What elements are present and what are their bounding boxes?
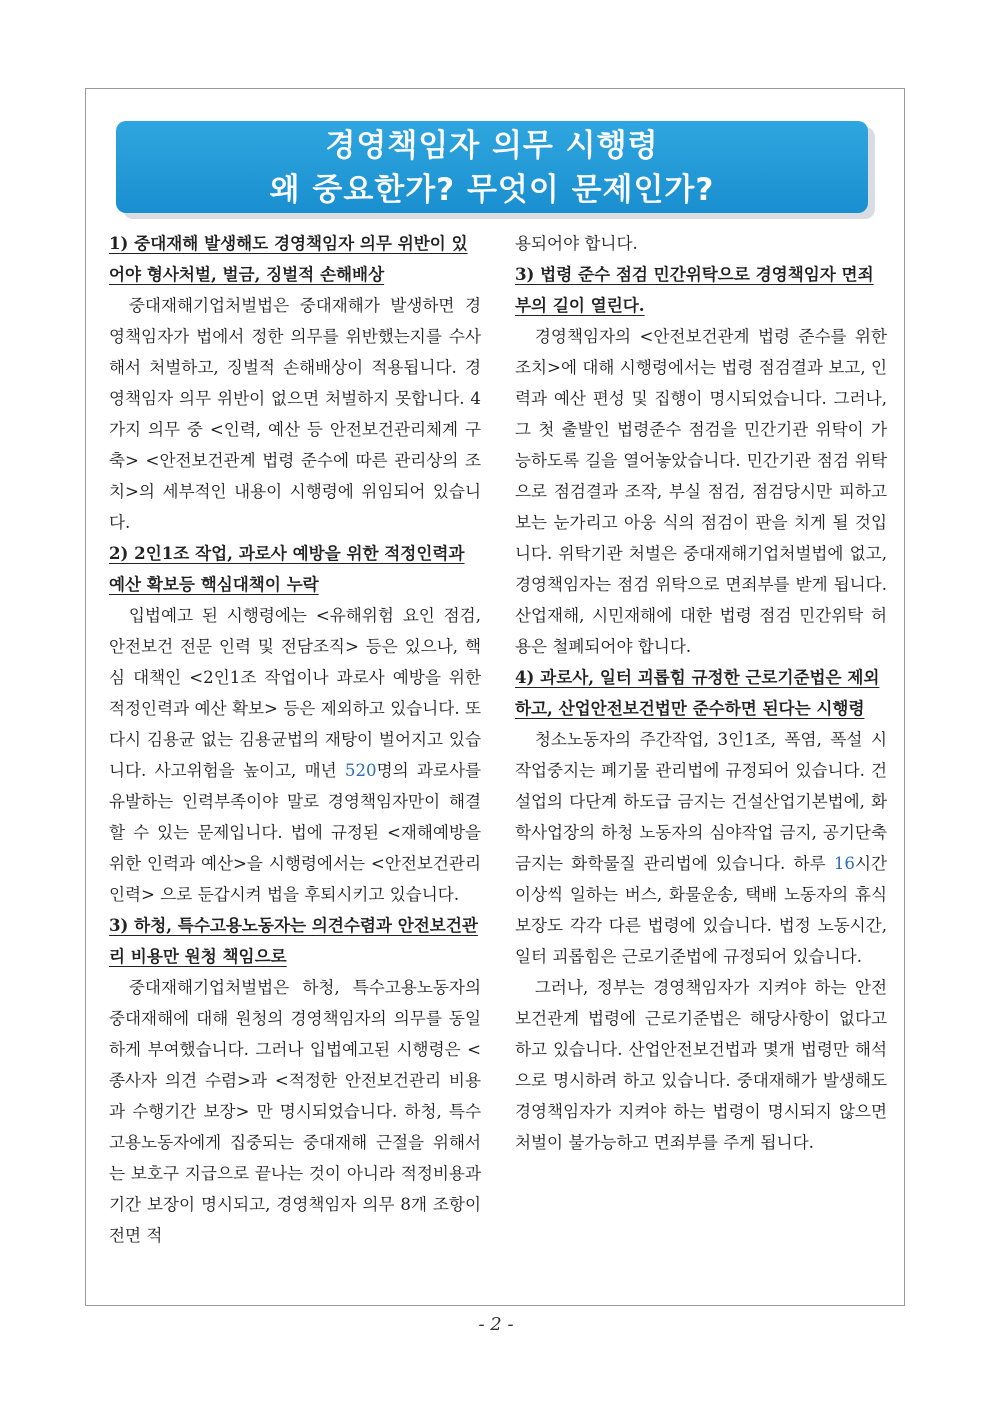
body-text: 입법예고 된 시행령에는 <유해위험 요인 점검, 안전보건 전문 인력 및 전담조직> 등은 있으나, 핵심 대책인 <2인1조 작업이나 과로사 예방을 위한 적정인력과 예산 확보> 등은 제외하고 있습니다. 또 다시 김용균 없는 김용균법의 재탕이 벌어지고 있습니다. 사고위험을 높이고, 매년 xyxy=(109,606,481,780)
page-number: - 2 - xyxy=(478,1314,514,1335)
section-heading-3: 3) 하청, 특수고용노동자는 의견수렴과 안전보건관리 비용만 원청 책임으로 xyxy=(109,915,478,966)
left-column xyxy=(109,228,481,1251)
section-body-4: 경영책임자의 <안전보건관계 법령 준수를 위한 조치>에 대해 시행령에서는 법령 점검결과 보고, 인력과 예산 편성 및 집행이 명시되었습니다. 그러나, 그 첫 출발인 법령준수 점검을 민간기관 위탁이 가능하도록 길을 열어놓았습니다. 민간기관 점검 위탁으로 점검결과 조작, 부실 점검, 점검당시만 피하고 보는 눈가리고 아웅 식의 점검이 판을 치게 될 것입니다. 위탁기관 처벌은 중대재해기업처벌법에 없고, 경영책임자는 점검 위탁으로 면죄부를 받게 됩니다. 산업재해, 시민재해에 대한 법령 점검 민간위탁 허용은 철폐되어야 합니다. xyxy=(515,327,887,656)
highlight-number: 520 xyxy=(344,761,377,780)
section-body-5 xyxy=(515,724,887,972)
continued-text: 용되어야 합니다. xyxy=(515,234,638,253)
title-line-2: 왜 중요한가? 무엇이 문제인가? xyxy=(269,172,715,208)
right-column xyxy=(515,228,887,1158)
section-heading-1: 1) 중대재해 발생해도 경영책임자 의무 위반이 있어야 형사처벌, 벌금, 징벌적 손해배상 xyxy=(109,233,468,284)
title-line-1: 경영책임자 의무 시행령 xyxy=(325,128,659,164)
section-body-3: 중대재해기업처벌법은 하청, 특수고용노동자의 중대재해에 대해 원청의 경영책임자의 의무를 동일하게 부여했습니다. 그러나 입법예고된 시행령은 <종사자 의견 수렴>과 <적정한 안전보건관리 비용과 수행기간 보장> 만 명시되었습니다. 하청, 특수고용노동자에게 집중되는 중대재해 근절을 위해서는 보호구 지급으로 끝나는 것이 아니라 적정비용과 기간 보장이 명시되고, 경영책임자 의무 8개 조항이 전면 적 xyxy=(109,978,481,1245)
section-heading-5: 4) 과로사, 일터 괴롭힘 규정한 근로기준법은 제외하고, 산업안전보건법만 준수하면 된다는 시행령 xyxy=(515,667,880,718)
body-text: 명의 과로사를 유발하는 인력부족이야 말로 경영책임자만이 해결할 수 있는 문제입니다. 법에 규정된 <재해예방을 위한 인력과 예산>을 시행령에서는 <안전보건관리 인력> 으로 둔갑시켜 법을 후퇴시키고 있습니다. xyxy=(109,761,481,904)
section-heading-4: 3) 법령 준수 점검 민간위탁으로 경영책임자 면죄부의 길이 열린다. xyxy=(515,264,874,315)
section-body-1: 중대재해기업처벌법은 중대재해가 발생하면 경영책임자가 법에서 정한 의무를 위반했는지를 수사해서 처벌하고, 징벌적 손해배상이 적용됩니다. 경영책임자 의무 위반이 없으면 처벌하지 못합니다. 4가지 의무 중 <인력, 예산 등 안전보건관리체계 구축> <안전보건관계 법령 준수에 따른 관리상의 조치>의 세부적인 내용이 시행령에 위임되어 있습니다. xyxy=(109,296,481,532)
section-heading-2: 2) 2인1조 작업, 과로사 예방을 위한 적정인력과 예산 확보등 핵심대책이 누락 xyxy=(109,543,465,594)
title-banner xyxy=(116,121,868,213)
section-body-6: 그러나, 정부는 경영책임자가 지켜야 하는 안전보건관계 법령에 근로기준법은 해당사항이 없다고 하고 있습니다. 산업안전보건법과 몇개 법령만 해석으로 명시하려 하고 있습니다. 중대재해가 발생해도 경영책임자가 지켜야 하는 법령이 명시되지 않으면 처벌이 불가능하고 면죄부를 주게 됩니다. xyxy=(515,978,887,1152)
body-text: 청소노동자의 주간작업, 3인1조, 폭염, 폭설 시 작업중지는 폐기물 관리법에 규정되어 있습니다. 건설업의 다단계 하도급 금지는 건설산업기본법에, 화학사업장의 하청 노동자의 심야작업 금지, 공기단축 금지는 화학물질 관리법에 있습니다. 하루 xyxy=(515,730,887,873)
body-text: 시간 이상씩 일하는 버스, 화물운송, 택배 노동자의 휴식 보장도 각각 다른 법령에 있습니다. 법정 노동시간, 일터 괴롭힘은 근로기준법에 규정되어 있습니다. xyxy=(515,854,887,966)
section-body-2 xyxy=(109,600,481,910)
highlight-number: 16 xyxy=(833,854,855,873)
